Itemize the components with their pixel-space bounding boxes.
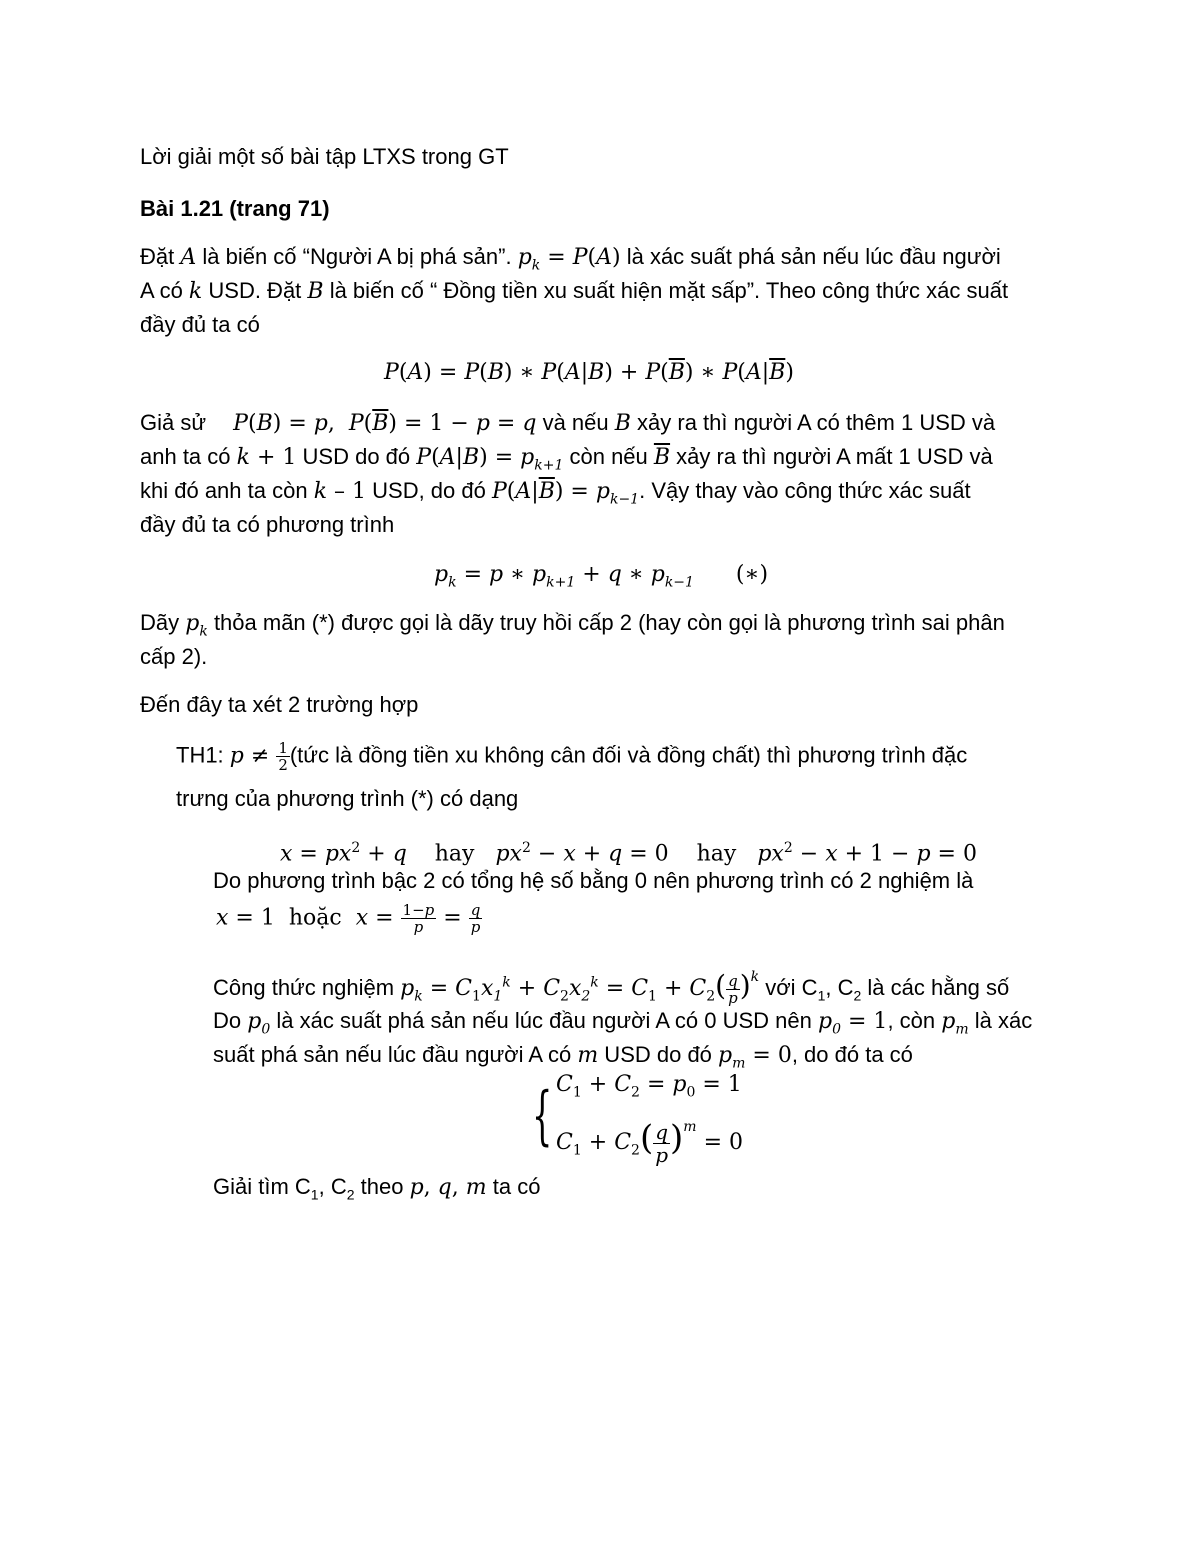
characteristic-equation: $x = px^2 + q$ hay $px^2 - x + q = 0$ hay $px^2 - x + 1 - p = 0$ <box>280 840 977 867</box>
th1-line-5: Công thức nghiệm $p_k = C_1x_1^k + C_2x_2^k = C_1 + C_2$( $\frac{q}{p}$ )$^k$ với $C_1$, $C_2$ là các hằng số <box>213 969 1010 1007</box>
th1-line-2: trưng của phương trình (*) có dạng <box>176 786 519 811</box>
system-equation-1: $C_1 + C_2 = p_0 = 1$ <box>556 1072 742 1101</box>
total-probability-formula: P(A) = P(B) ∗ $P(A|B) + P(\overline{B})$ ∗ $P(A|\overline{B})$ <box>384 360 794 385</box>
system-brace: { <box>532 1079 553 1153</box>
p3-line-1: Dãy $p_k$ thỏa mãn (*) được gọi là dãy truy hồi cấp 2 (hay còn gọi là phương trình sai phân <box>140 610 1005 640</box>
th1-line-8: Giải tìm $C_1$, $C_2$ theo p, q, m ta có <box>213 1174 541 1203</box>
p3-line-2: cấp 2). <box>140 644 208 669</box>
p1-line-1: Đặt A là biến cố “Người A bị phá sản”. $p_k = P(A)$ là xác suất phá sản nếu lúc đầu người <box>140 244 1001 274</box>
p1-line-3: đầy đủ ta có <box>140 312 260 337</box>
recurrence-equation: $p_k = p$ ∗ $p_{k+1} + q$ ∗ $p_{k-1}$ (∗) <box>434 562 769 591</box>
p2-line-4: đầy đủ ta có phương trình <box>140 512 395 537</box>
p2-line-1: Giả sử P(B) = p, $P(\overline{B}) = 1 - p = q$ và nếu B xảy ra thì người A có thêm 1 USD và <box>140 410 996 436</box>
th1-line-6: Do $p_0$ là xác suất phá sản nếu lúc đầu người A có 0 USD nên $p_0 = 1$, còn $p_m$ là xác <box>213 1008 1033 1038</box>
p1-line-2: A có k USD. Đặt B là biến cố “ Đồng tiền xu suất hiện mặt sấp”. Theo công thức xác suất <box>140 278 1009 304</box>
roots-line: x = 1 hoặc x = $\frac{1-p}{p}$ = $\frac{q}{p}$ <box>216 901 481 936</box>
p2-line-3: khi đó anh ta còn k – 1 USD, do đó $P(A|\overline{B}) = p_{k-1}$. Vậy thay vào công thức xác suất <box>140 478 971 508</box>
problem-title: Bài 1.21 (trang 71) <box>140 196 330 221</box>
th1-line-3: Do phương trình bậc 2 có tổng hệ số bằng 0 nên phương trình có 2 nghiệm là <box>213 868 974 893</box>
p2-line-2: anh ta có k + 1 USD do đó $P(A|B) = p_{k+1}$ còn nếu $\overline{B}$ xảy ra thì người A mất 1 USD và <box>140 444 993 474</box>
th1-line-7: suất phá sản nếu lúc đầu người A có m USD do đó $p_m = 0$, do đó ta có <box>213 1042 913 1072</box>
document-heading: Lời giải một số bài tập LTXS trong GT <box>140 144 509 169</box>
th1-line-1: TH1: p ≠ $\frac{1}{2}$ (tức là đồng tiền xu không cân đối và đồng chất) thì phương trình đặc <box>176 739 968 774</box>
system-equation-2: $C_1 + C_2$( $\frac{q}{p}$ )$^m$ = 0 <box>556 1118 743 1167</box>
p4-line: Đến đây ta xét 2 trường hợp <box>140 692 419 717</box>
